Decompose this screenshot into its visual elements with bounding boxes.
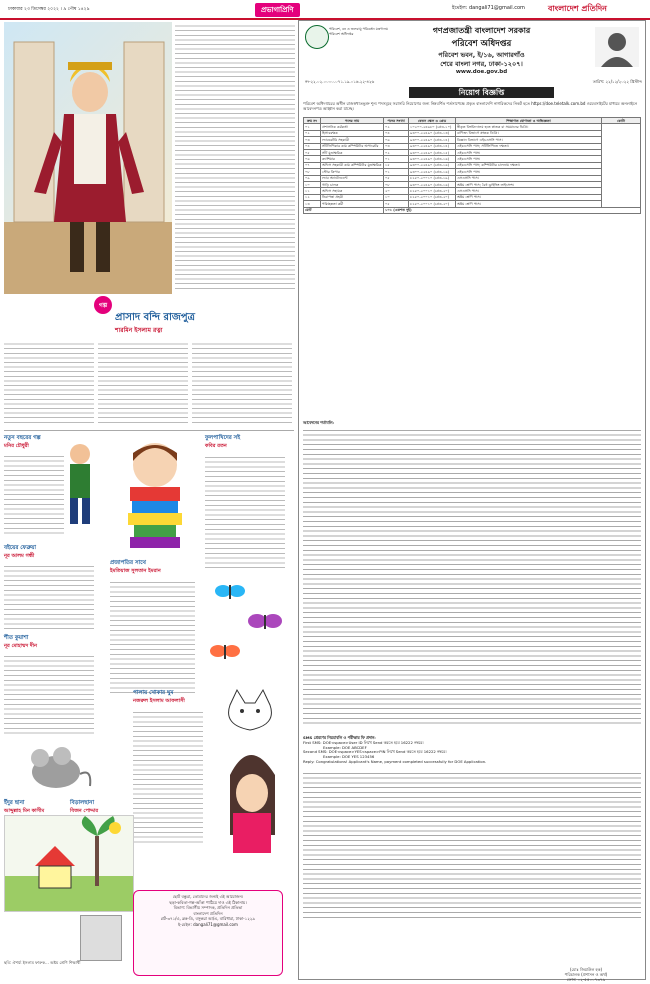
notice-date: তারিখ: ২২/১২/২০২২ খ্রিস্টাব্দ <box>592 79 642 84</box>
table-cell: অষ্টম শ্রেণি পাস; বৈধ ড্রাইভিং লাইসেন্স। <box>456 182 602 188</box>
poem-author: ইমতিয়াজ সুলতান ইমরান <box>110 568 161 574</box>
table-cell: ৮২৫০-২০০১০ (গ্রেড-২০) <box>409 201 456 207</box>
table-cell: এইচএসসি পাস। <box>456 169 602 175</box>
table-cell: গাড়ি চালক <box>321 182 384 188</box>
poem-title: প্রজাপতির সাথে <box>110 560 146 566</box>
story-body-left <box>4 340 94 425</box>
notice-ministry: পরিবেশ, বন ও জলবায়ু পরিবর্তন মন্ত্রণালয় পরিবেশ অধিদপ্তর <box>329 27 388 36</box>
cat-girl-illustration <box>205 685 295 860</box>
contact-line: ছড়া-কবিতা-গল্প-আঁকা পাঠিয়ে দাও এই ঠিকানায়। <box>169 899 247 905</box>
boy-reading-illustration <box>62 440 98 530</box>
poem-author: মনির চৌধুরী <box>4 443 29 449</box>
notice-title: নিয়োগ বিজ্ঞপ্তি <box>409 87 554 98</box>
notice-conditions <box>303 421 641 726</box>
table-cell: ০৩ <box>384 143 409 149</box>
table-cell: ০৫ <box>384 175 409 181</box>
table-cell: অষ্টম শ্রেণি পাস। <box>456 194 602 200</box>
table-cell: এসএসসি পাস। <box>456 175 602 181</box>
contact-box <box>133 890 283 976</box>
date-line: ঢাকাবার ২৩ ডিসেম্বর ২০২২ । ৯ পৌষ ১৪২৯ <box>8 7 90 12</box>
portrait-image <box>595 27 639 67</box>
total-row <box>304 207 641 213</box>
sms-reply: Reply: Congratulations! Applicant's Name, payment completed successfully for DOE Application. <box>303 758 487 764</box>
table-cell: ১০ <box>304 182 321 188</box>
student-photo <box>80 915 122 961</box>
table-cell: প্রশাসনিক কর্মকর্তা <box>321 124 384 130</box>
posts-table <box>303 117 641 214</box>
table-cell: ০১ <box>384 156 409 162</box>
table-cell: ০২ <box>384 124 409 130</box>
poem-text <box>4 652 94 737</box>
section-badge: প্রভাগাপ্রিণি <box>255 3 300 17</box>
story-body-right <box>192 340 292 425</box>
story-author: শারমিন ইসলাম রত্না <box>115 327 163 334</box>
notice-header <box>299 21 645 96</box>
header-email: ইমেইল: dangali71@gmail.com <box>452 5 525 11</box>
notice-government: গণপ্রজাতন্ত্রী বাংলাদেশ সরকার <box>432 26 531 35</box>
poem-block <box>4 545 96 563</box>
poem-author: নূর আলম গন্ধী <box>4 553 35 559</box>
notice-intro: পরিবেশ অধিদপ্তরের অধীন রাজস্বখাতভুক্ত শূন্য পদসমূহে সরাসরি নিয়োগের জন্য নিম্নবর্ণিত শর্তসাপেক্ষে প্রকৃত বাংলাদেশি নাগরিকদের নিকট হতে https://doe.teletalk.com.bd ওয়েবসাইটের মাধ্যমে অনলাইনে আবেদনপত্র আহ্বান করা যাচ্ছে। <box>303 101 637 111</box>
signature-phone: ফোন: ০২-৫৫০০৭৩৭৯ <box>566 977 606 982</box>
table-cell: ০১ <box>304 124 321 130</box>
table-cell: অফিস সহকারী কাম কম্পিউটার মুদ্রাক্ষরিক <box>321 162 384 168</box>
notice-reference: নং-২২.০২.০০০০.০৭১.১৯.০১৬.২২-৪২৬ <box>305 79 375 84</box>
poem-title: বইয়ের ফেব্রুয়া <box>4 545 36 551</box>
poem-block <box>110 560 200 578</box>
notice-footer-text <box>303 769 641 919</box>
notice-website[interactable]: www.doe.gov.bd <box>455 69 508 75</box>
contact-line: প্লট-৩৭১/এ, ব্লক-ডি, বসুন্ধরা আ/এ, বারিধারা, ঢাকা-১২২৯ <box>160 916 256 921</box>
table-cell: ১৫ <box>384 162 409 168</box>
poem-author: আব্দুল্লাহ মিন কাসীম <box>4 808 45 814</box>
table-cell: ২০ <box>384 188 409 194</box>
table-cell: ৯৩০০-২২৪৯০ (গ্রেড-১৬) <box>409 182 456 188</box>
village-drawing <box>4 815 134 912</box>
newspaper-logo: বাংলাদেশ প্রতিদিন <box>548 4 607 13</box>
poem-author: বিজন পোদ্দার <box>70 808 99 814</box>
table-cell: হিসাবরক্ষক <box>321 130 384 136</box>
mouse-illustration <box>20 738 95 796</box>
table-cell: এইচএসসি পাস। <box>456 150 602 156</box>
notice-address-2: শেরে বাংলা নগর, ঢাকা-১২০৭। <box>440 60 523 68</box>
column-header: কোটা <box>602 118 641 124</box>
section-divider <box>4 430 294 431</box>
poem-title: পালায় খোকার ঘুম <box>133 690 174 696</box>
table-cell: ৮২৫০-২০০১০ (গ্রেড-২০) <box>409 188 456 194</box>
table-cell: ৯৩০০-২২৪৯০ (গ্রেড-১৪) <box>409 143 456 149</box>
poem-author: নূর মোহাম্মদ দীন <box>4 643 37 649</box>
table-cell: স্টোর কিপার <box>321 169 384 175</box>
table-cell: ০৫ <box>384 201 409 207</box>
sms-heading: SMS প্রেরণের নিয়মাবলি ও পরীক্ষার ফি প্রদান: <box>303 735 376 740</box>
table-cell: ০১ <box>384 169 409 175</box>
table-cell: ০৯ <box>304 175 321 181</box>
table-cell: এইচএসসি পাস; সাঁটলিপিতে দক্ষতা। <box>456 143 602 149</box>
sms-example: Example: DOE YES 123456 <box>323 754 375 760</box>
table-cell: সাঁট মুদ্রাক্ষরিক <box>321 150 384 156</box>
table-cell: ১০২০০-২৪৬৮০ (গ্রেড-১০) <box>409 124 456 130</box>
table-cell: বিজ্ঞান বিভাগে এইচএসসি পাস। <box>456 137 602 143</box>
sms-line: First SMS: DOE<space>User ID লিখে Send করতে হবে 16222 নম্বরে। <box>303 739 424 745</box>
contact-line: বিভাগ: বিভাগীয় সম্পাদক, প্রতিদিন প্রতিভা <box>173 905 243 910</box>
conditions-heading: আবেদনের শর্তাবলি: <box>303 420 335 425</box>
table-cell: ১১ <box>304 188 321 194</box>
girl-books-illustration <box>110 435 200 550</box>
notice-department: পরিবেশ অধিদপ্তর <box>451 39 512 49</box>
table-cell: ল্যাব অ্যাটেনডেন্ট <box>321 175 384 181</box>
story-title: প্রাসাদ বন্দি রাজপুত্র <box>115 312 196 323</box>
table-cell: ৯৩০০-২২৪৯০ (গ্রেড-১৬) <box>409 169 456 175</box>
signature-name: (মোঃ জিয়াউল হক) <box>569 967 603 972</box>
table-cell: ৯৩০০-২২৪৯০ (গ্রেড-১৩) <box>409 130 456 136</box>
table-cell: ক্যাশিয়ার <box>321 156 384 162</box>
poem-title: ফুলপাখিদের সই <box>205 435 241 441</box>
table-cell: এইচএসসি পাস। <box>456 156 602 162</box>
signature-title: পরিচালক (প্রশাসন ও অর্থ) <box>564 972 608 977</box>
poem-text <box>4 562 94 630</box>
table-cell: ০৬ <box>304 156 321 162</box>
sms-example: Example: DOE ABCDEF <box>323 744 367 750</box>
table-cell: নিরাপত্তা প্রহরী <box>321 194 384 200</box>
table-cell: ৮২৫০-২০০১০ (গ্রেড-২০) <box>409 194 456 200</box>
column-header: শিক্ষাগত যোগ্যতা ও অভিজ্ঞতা <box>456 118 602 124</box>
signature-block <box>531 967 641 982</box>
table-cell: ৯৩০০-২২৪৯০ (গ্রেড-১৬) <box>409 162 456 168</box>
table-cell: ০৪ <box>384 130 409 136</box>
total-label: মোট <box>304 207 384 213</box>
table-cell: ০৮ <box>304 169 321 175</box>
column-header: ক্রম নং <box>304 118 321 124</box>
table-cell: ১০ <box>384 194 409 200</box>
table-cell: ০৫ <box>304 150 321 156</box>
government-seal-icon <box>305 25 329 49</box>
table-cell: ০২ <box>384 150 409 156</box>
table-cell: বাণিজ্য বিভাগে স্নাতক ডিগ্রি। <box>456 130 602 136</box>
table-cell: এইচএসসি পাস; কম্পিউটার চালনায় দক্ষতা। <box>456 162 602 168</box>
table-cell: ১২ <box>304 194 321 200</box>
prince-illustration <box>4 22 172 294</box>
poem-text <box>110 578 195 693</box>
quota-cell <box>602 124 641 207</box>
story-body-top <box>175 22 295 292</box>
table-cell: অফিস সহায়ক <box>321 188 384 194</box>
table-cell: ০২ <box>304 130 321 136</box>
table-cell: এসএসসি পাস। <box>456 188 602 194</box>
table-cell: ০৭ <box>304 162 321 168</box>
sms-instructions <box>303 736 641 919</box>
butterflies-illustration <box>200 575 295 670</box>
story-badge: গল্প <box>94 296 112 314</box>
table-cell: সাঁটলিপিকার কাম কম্পিউটার অপারেটর <box>321 143 384 149</box>
total-value: ১০২ (একশত দুই) <box>384 207 641 213</box>
table-cell: ০৮ <box>384 182 409 188</box>
poem-title: বিড়ালছানা <box>70 800 95 806</box>
table-cell: ল্যাবরেটরি সহকারী <box>321 137 384 143</box>
contact-line: ই-মেইল: dangali71@gmail.com <box>178 921 238 927</box>
table-cell: ৯৩০০-২২৪৯০ (গ্রেড-১৫) <box>409 150 456 156</box>
conditions-text <box>303 426 641 726</box>
poem-author: কবির রতন <box>205 443 227 449</box>
poem-text <box>205 453 285 568</box>
poem-author: নজরুল ইসলাম আফলাসী <box>133 698 185 704</box>
contact-line: ছোট বন্ধুরা, তোমাদের জন্যই এই আয়োজন। <box>172 894 244 899</box>
poem-text <box>133 708 203 843</box>
table-cell: ১৩ <box>304 201 321 207</box>
story-body-mid <box>98 340 188 425</box>
table-cell: ৮২৫০-২০০১০ (গ্রেড-১৯) <box>409 175 456 181</box>
table-cell: স্বীকৃত বিশ্ববিদ্যালয় হতে স্নাতক বা সমমানের ডিগ্রি। <box>456 124 602 130</box>
table-cell: ০৩ <box>304 137 321 143</box>
table-cell: ০৬ <box>384 137 409 143</box>
column-header: পদের নাম <box>321 118 384 124</box>
poem-title: নতুন বছরের গল্প <box>4 435 41 441</box>
table-cell: পরিচ্ছন্নতা কর্মী <box>321 201 384 207</box>
table-cell: ৯৩০০-২২৪৯০ (গ্রেড-১৬) <box>409 156 456 162</box>
contact-line: বাংলাদেশ প্রতিদিন <box>193 910 223 916</box>
student-caption: ছবি: ঐশর্য্য ইসলাম ফারুক... অষ্টম শ্রেণি শিক্ষার্থী <box>4 960 81 965</box>
table-cell: অষ্টম শ্রেণি পাস। <box>456 201 602 207</box>
notice-address-1: পরিবেশ ভবন, ই/১৬, আগারগাঁও <box>438 51 525 59</box>
poem-text <box>4 452 64 537</box>
sms-line: Second SMS: DOE<space>YES<space>PIN লিখে Send করতে হবে 16222 নম্বরে। <box>303 749 447 755</box>
poem-title: ইঁদুর ছানা <box>4 800 25 806</box>
poem-block <box>4 635 96 653</box>
poem-title: শীত কুয়াশা <box>4 635 29 641</box>
table-cell: ৯৩০০-২২৪৯০ (গ্রেড-১৪) <box>409 137 456 143</box>
table-cell: ০৪ <box>304 143 321 149</box>
poem-block <box>205 435 295 453</box>
column-header: বেতন স্কেল ও গ্রেড <box>409 118 456 124</box>
job-notice <box>298 20 646 980</box>
column-header: পদের সংখ্যা <box>384 118 409 124</box>
page-header <box>0 0 650 20</box>
